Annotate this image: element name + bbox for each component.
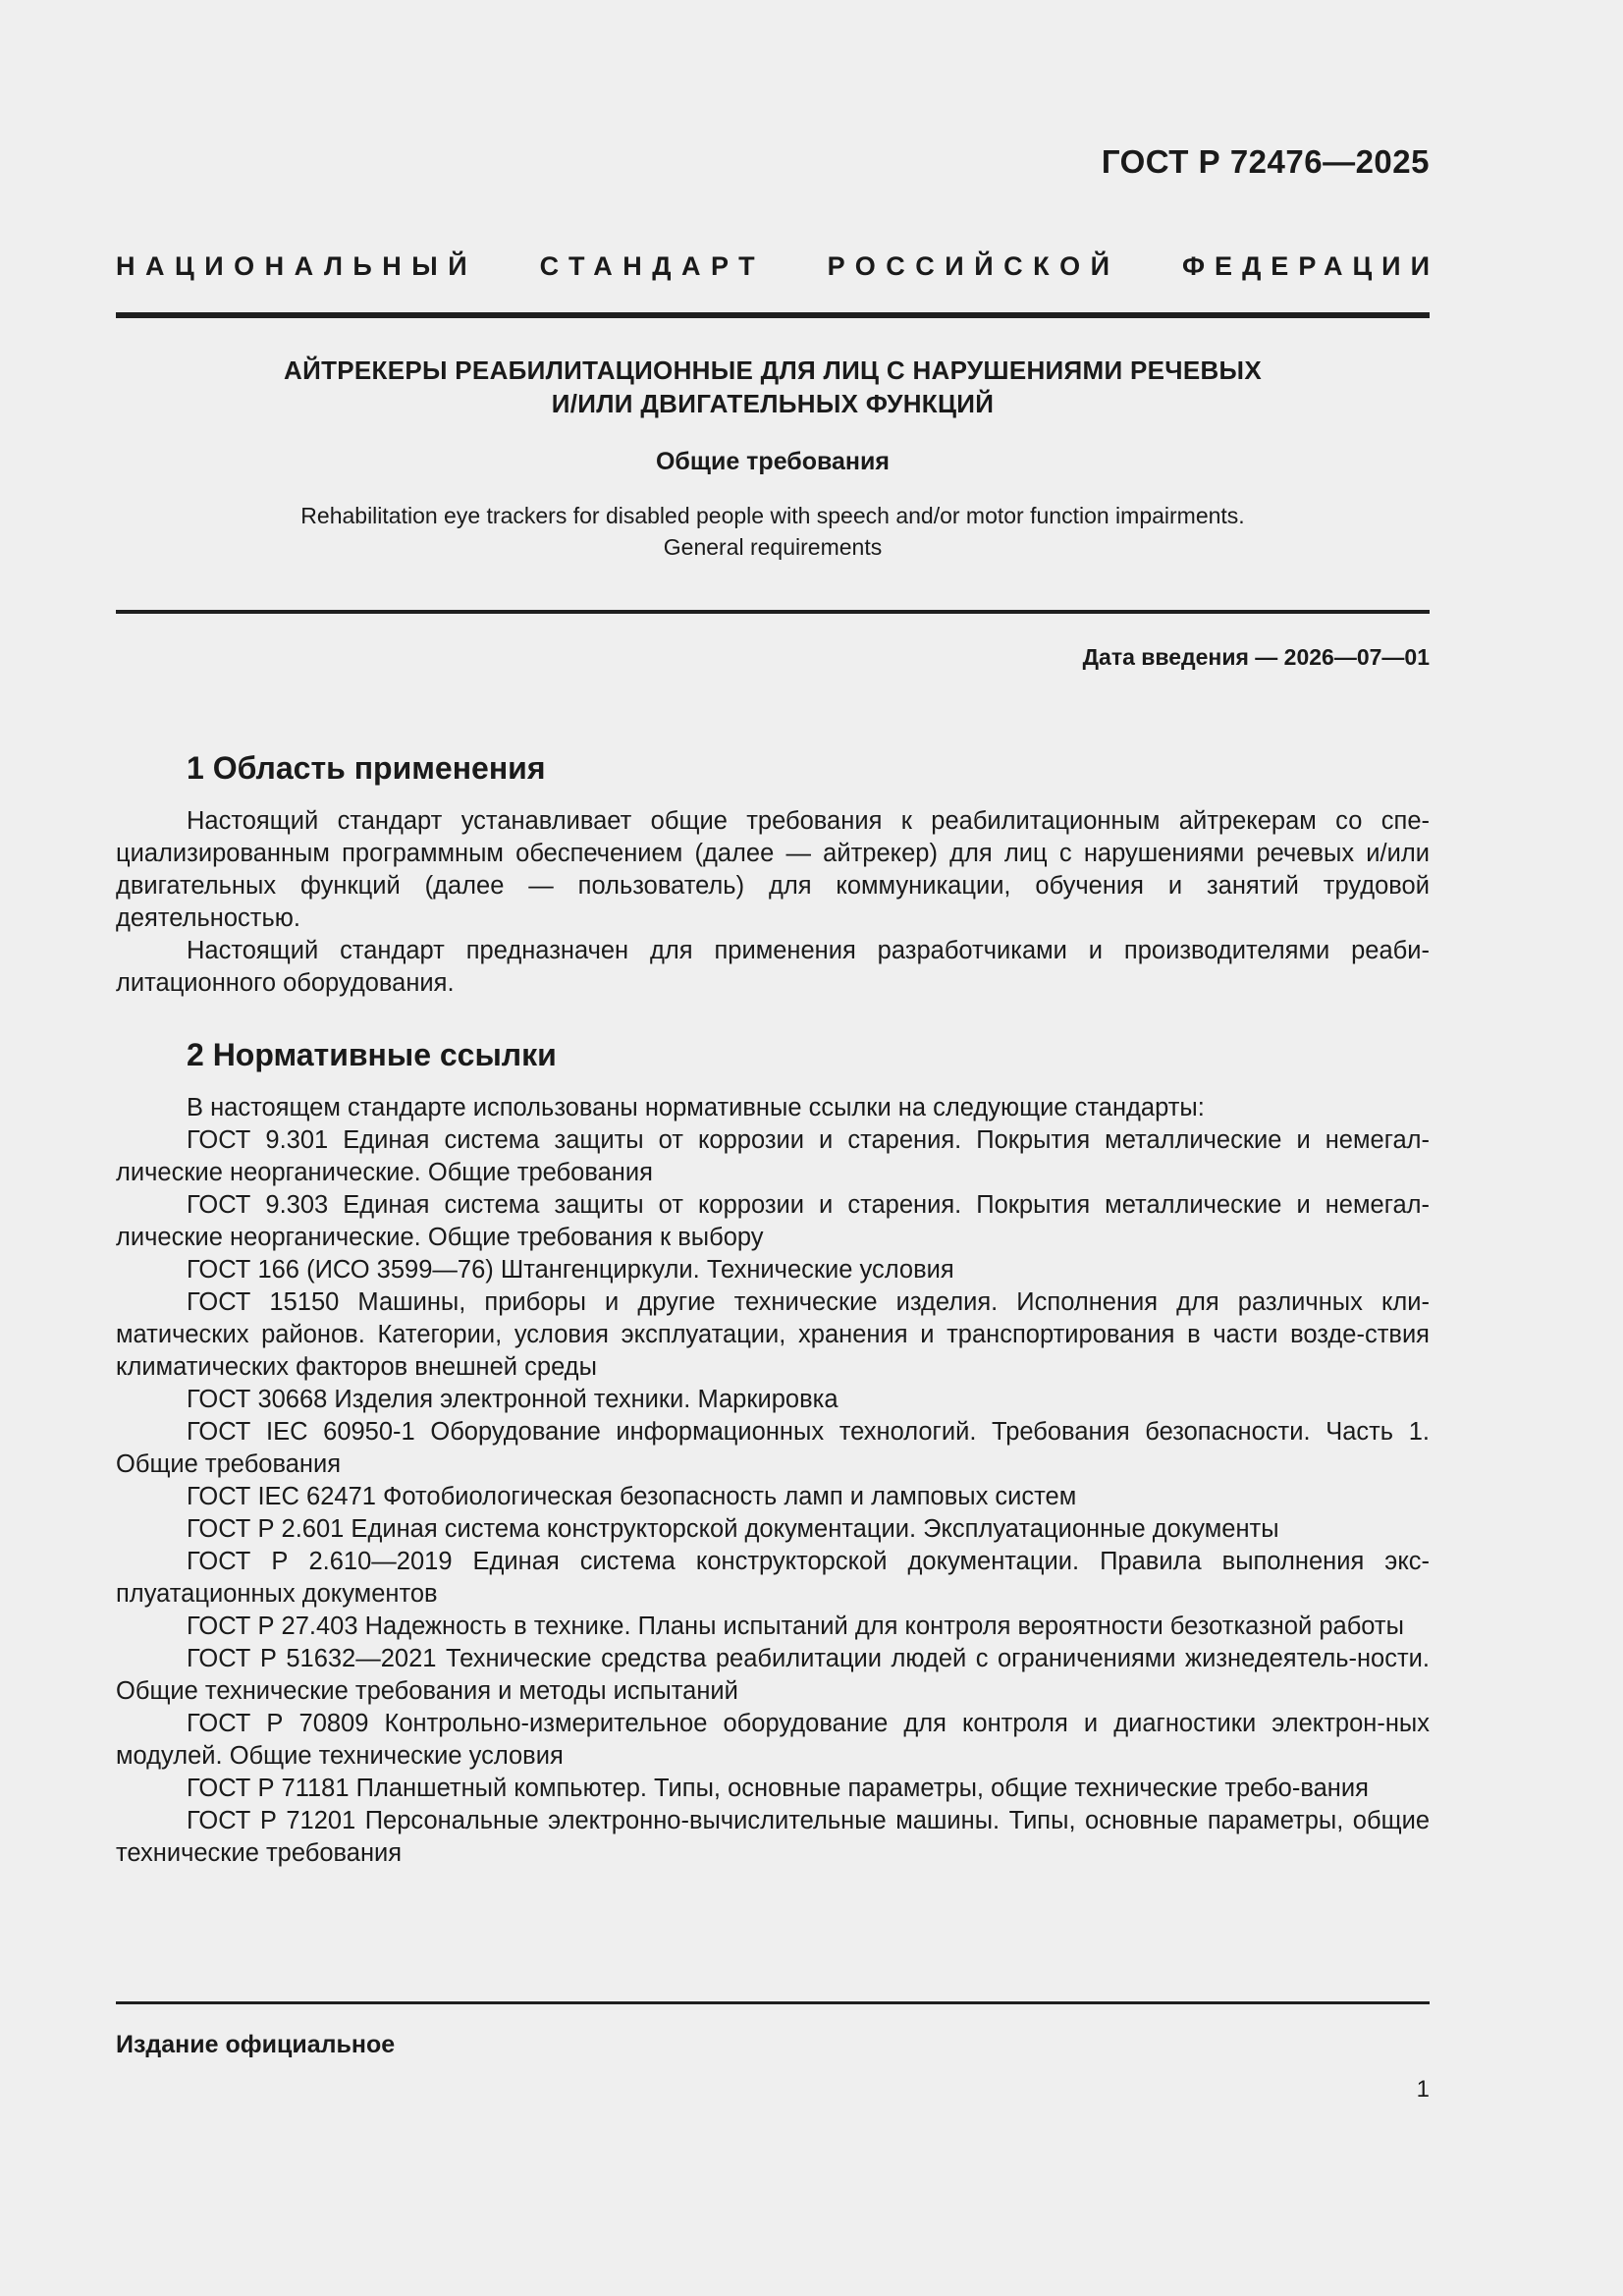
english-title-line-2: General requirements <box>663 534 883 560</box>
main-title <box>116 354 1430 420</box>
section-1-paragraph: Настоящий стандарт предназначен для применения разработчиками и производителями реаби-литационного оборудования. <box>116 937 1430 997</box>
reference-item: ГОСТ Р 27.403 Надежность в технике. Планы испытаний для контроля вероятности безотказной работы <box>187 1613 1404 1640</box>
reference-item: ГОСТ 166 (ИСО 3599—76) Штангенциркули. Технические условия <box>187 1256 954 1284</box>
reference-item: ГОСТ IEC 62471 Фотобиологическая безопасность ламп и ламповых систем <box>187 1483 1077 1510</box>
english-title <box>116 500 1430 563</box>
reference-item: ГОСТ Р 70809 Контрольно-измерительное оборудование для контроля и диагностики электрон-ных модулей. Общие технические условия <box>116 1710 1430 1770</box>
banner-word-national: НАЦИОНАЛЬНЫЙ <box>116 251 478 281</box>
reference-item: ГОСТ 15150 Машины, приборы и другие технические изделия. Исполнения для различных кли-матических районов. Категории, условия эксплуатации, хранения и транспортирования в части возде-ствия климатических факторов внешней среды <box>116 1288 1430 1381</box>
national-standard-banner <box>116 251 1439 282</box>
section-2-intro: В настоящем стандарте использованы нормативные ссылки на следующие стандарты: <box>187 1094 1205 1121</box>
reference-item: ГОСТ 9.303 Единая система защиты от коррозии и старения. Покрытия металлические и немегал-лические неорганические. Общие требования к выбору <box>116 1191 1430 1251</box>
page-number: 1 <box>1416 2076 1430 2103</box>
title-block <box>116 354 1430 563</box>
reference-item: ГОСТ Р 2.601 Единая система конструкторской документации. Эксплуатационные документы <box>187 1515 1279 1543</box>
banner-word-standard: СТАНДАРТ <box>539 251 766 281</box>
section-1-paragraph: Настоящий стандарт устанавливает общие требования к реабилитационным айтрекерам со спе-циализированным программным обеспечением (далее — айтрекер) для лиц с нарушениями речевых и/или двигательных функций (далее — пользователь) для коммуникации, обучения и занятий трудовой деятельностью. <box>116 807 1430 932</box>
title-divider <box>116 610 1430 614</box>
official-edition-note: Издание официальное <box>116 2031 396 2058</box>
document-page <box>116 0 1439 2296</box>
section-2-heading: 2 Нормативные ссылки <box>187 1037 557 1072</box>
standard-number: ГОСТ Р 72476—2025 <box>1101 143 1430 180</box>
reference-item: ГОСТ IEC 60950-1 Оборудование информационных технологий. Требования безопасности. Часть 1. Общие требования <box>116 1418 1430 1478</box>
reference-item: ГОСТ Р 2.610—2019 Единая система конструкторской документации. Правила выполнения экс-плуатационных документов <box>116 1548 1430 1608</box>
section-1-heading: 1 Область применения <box>187 750 546 786</box>
reference-item: ГОСТ Р 71181 Планшетный компьютер. Типы, основные параметры, общие технические требо-вания <box>187 1775 1369 1802</box>
banner-word-federation: ФЕДЕРАЦИИ <box>1182 251 1439 281</box>
main-title-line-2: И/ИЛИ ДВИГАТЕЛЬНЫХ ФУНКЦИЙ <box>551 389 995 418</box>
top-divider <box>116 312 1430 318</box>
document-body <box>116 748 1430 1870</box>
reference-item: ГОСТ Р 51632—2021 Технические средства реабилитации людей с ограничениями жизнедеятель-ности. Общие технические требования и методы испытаний <box>116 1645 1430 1705</box>
main-title-line-1: АЙТРЕКЕРЫ РЕАБИЛИТАЦИОННЫЕ ДЛЯ ЛИЦ С НАРУШЕНИЯМИ РЕЧЕВЫХ <box>284 355 1262 385</box>
reference-item: ГОСТ 30668 Изделия электронной техники. Маркировка <box>187 1386 839 1413</box>
subtitle: Общие требования <box>655 448 890 475</box>
reference-item: ГОСТ 9.301 Единая система защиты от коррозии и старения. Покрытия металлические и немегал-лические неорганические. Общие требования <box>116 1126 1430 1186</box>
reference-item: ГОСТ Р 71201 Персональные электронно-вычислительные машины. Типы, основные параметры, общие технические требования <box>116 1807 1430 1867</box>
footer-divider <box>116 2001 1430 2004</box>
introduction-date: Дата введения — 2026—07—01 <box>1082 644 1430 670</box>
english-title-line-1: Rehabilitation eye trackers for disabled people with speech and/or motor function impairments. <box>300 503 1245 528</box>
banner-word-russian: РОССИЙСКОЙ <box>827 251 1120 281</box>
